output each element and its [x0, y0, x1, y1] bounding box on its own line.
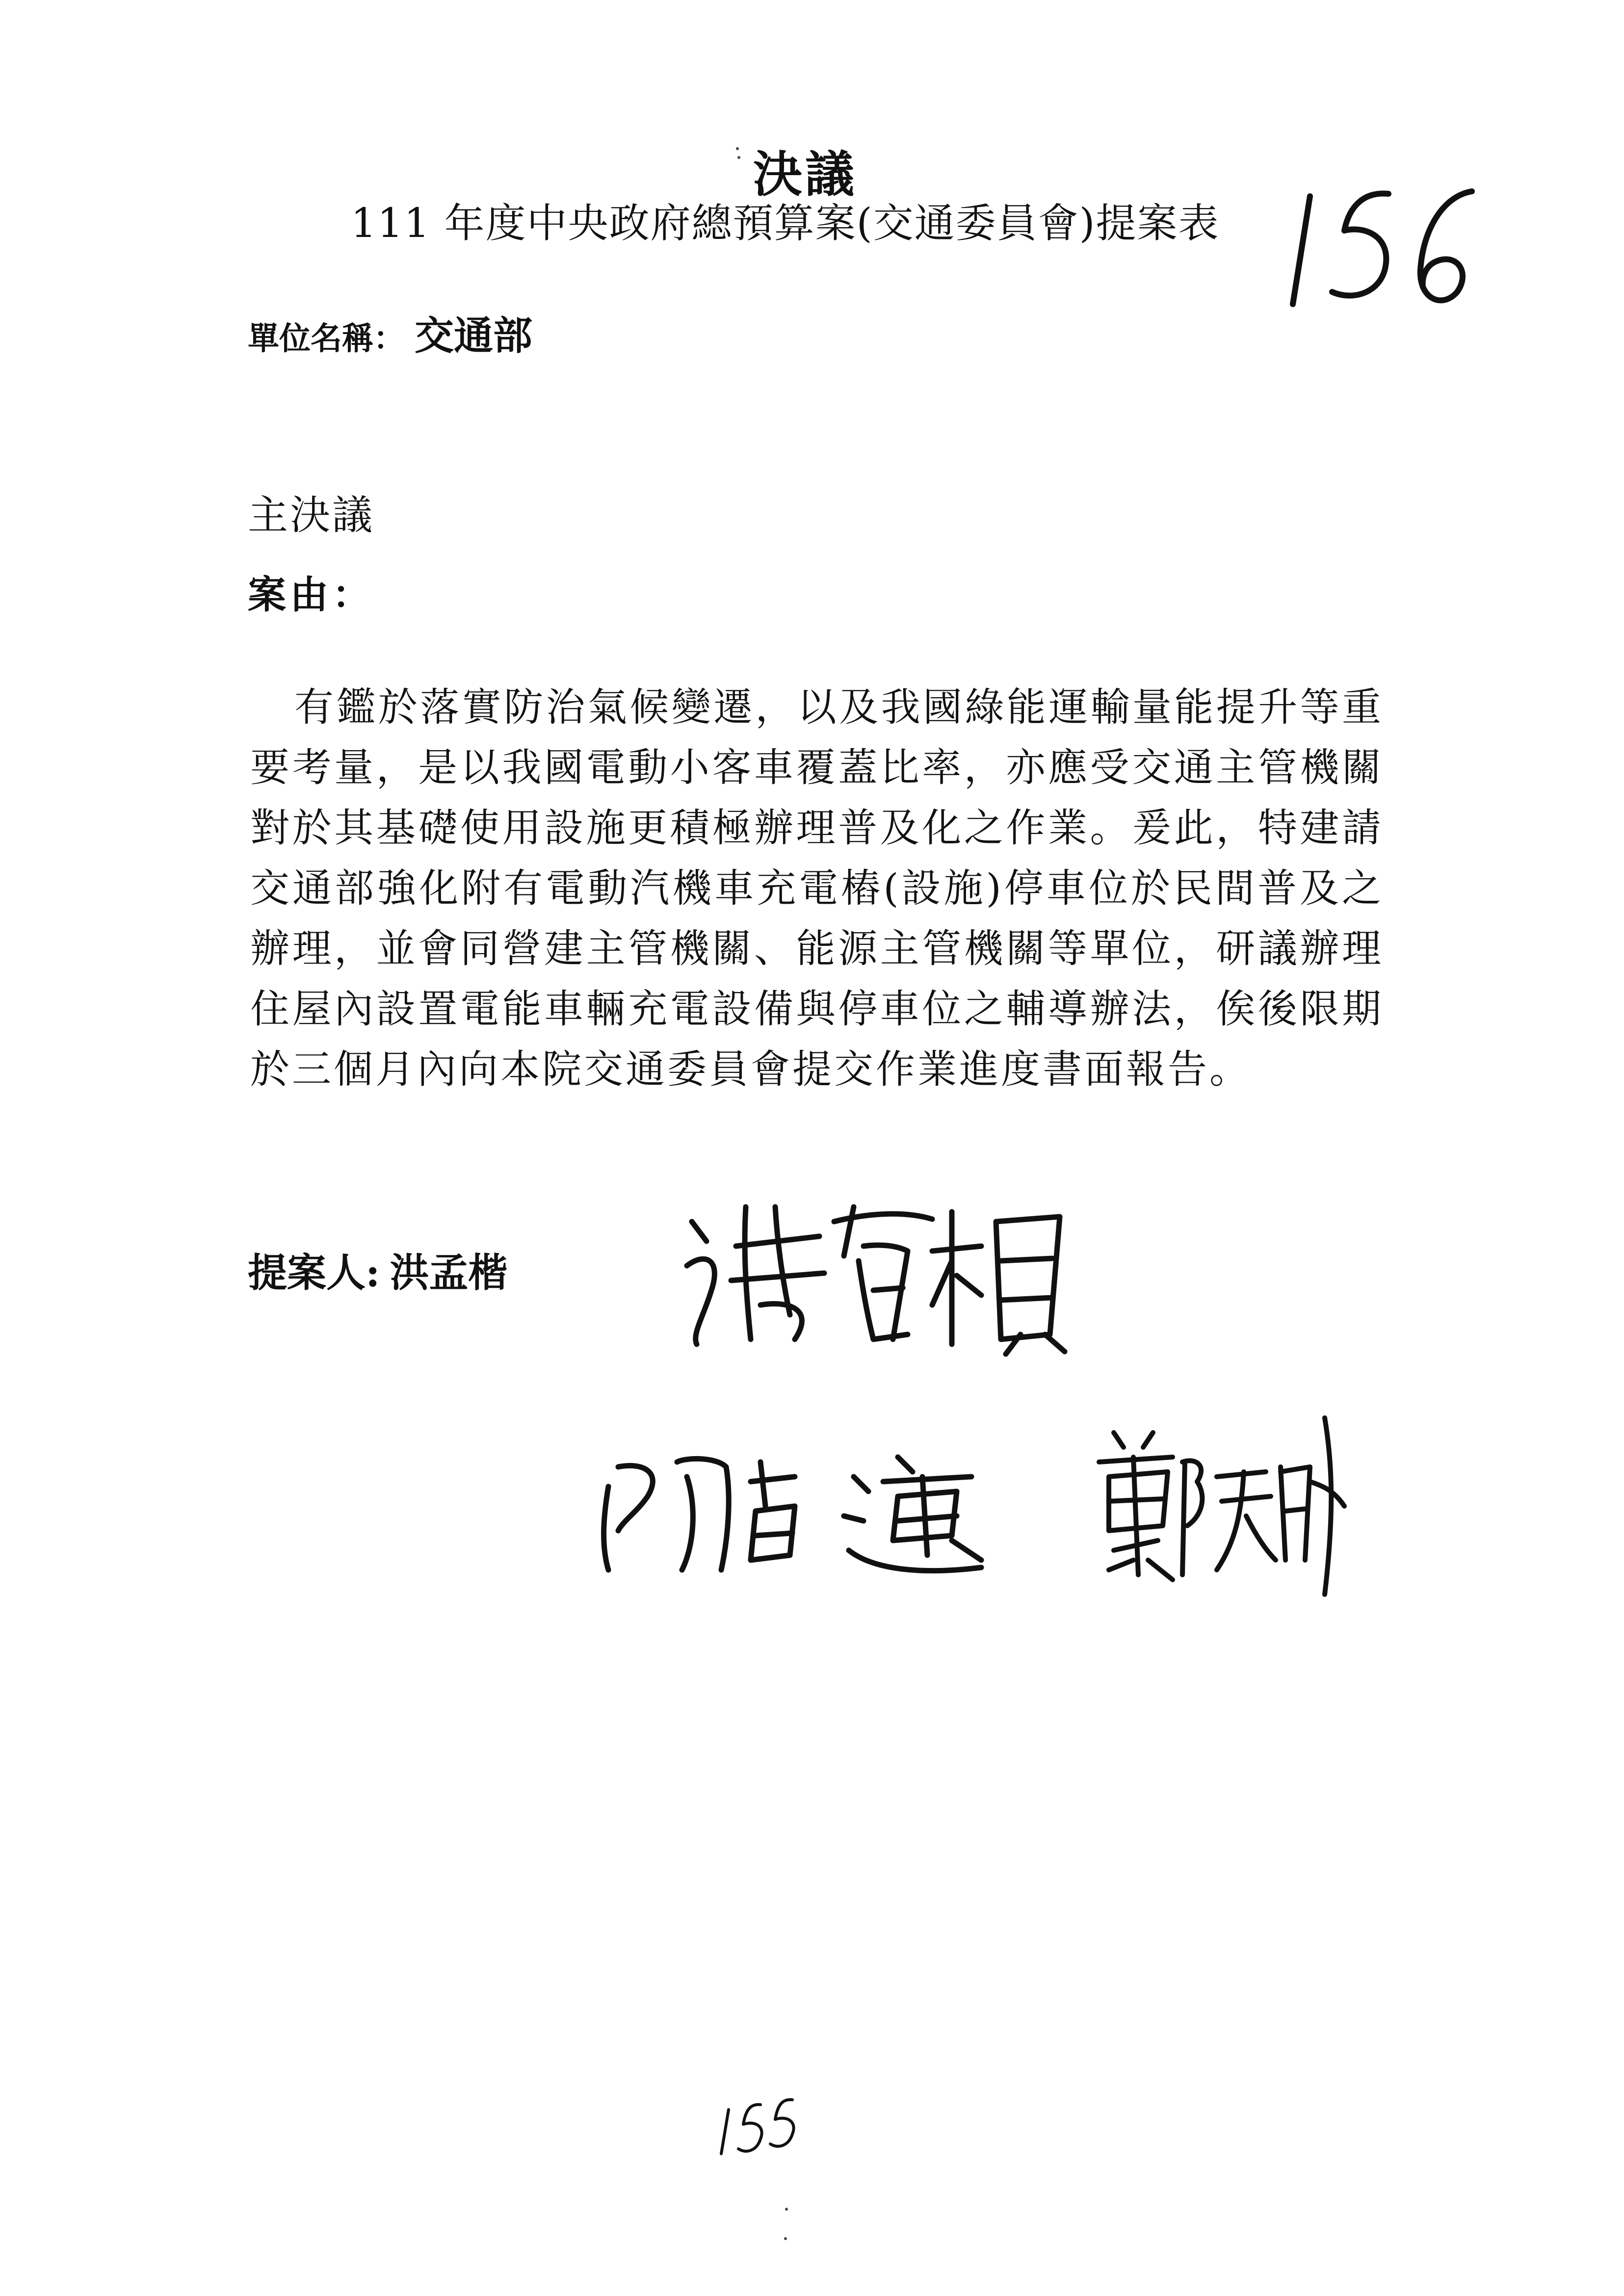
unit-row — [248, 304, 532, 361]
proposer-name: 洪孟楷 — [390, 1250, 508, 1296]
scan-speck — [785, 2208, 788, 2211]
resolution-stamp: 決議 — [753, 145, 857, 203]
proposer-label: 提案人: — [248, 1250, 380, 1296]
signature-hong — [677, 1177, 1079, 1359]
scan-speck — [737, 156, 740, 159]
reason-label: 案由： — [248, 573, 375, 617]
handwritten-number — [1276, 177, 1487, 324]
reason-body-text: 有鑑於落實防治氣候變遷，以及我國綠能運輸量能提升等重要考量，是以我國電動小客車覆蓋比率，亦應受交通主管機關對於其基礎使用設施更積極辦理普及化之作業。爰此，特建請交通部強化附有電動汽機車充電樁(設施)停車位於民間普及之辦理，並會同營建主管機關、能源主管機關等單位，研議辦理住屋內設置電能車輛充電設備與停車位之輔導辦法，俟後限期於三個月內向本院交通委員會提交作業進度書面報告。 — [250, 684, 1384, 1092]
form-title: 111 年度中央政府總預算案(交通委員會)提案表 — [351, 200, 1220, 247]
main-resolution-heading: 主決議 — [248, 492, 375, 539]
scan-speck — [784, 2237, 787, 2240]
page-number-handwritten — [711, 2085, 800, 2164]
proposer-row — [248, 1241, 508, 1298]
unit-value: 交通部 — [415, 313, 532, 359]
signature-fourth — [1079, 1413, 1354, 1599]
signature-second — [589, 1437, 810, 1580]
scan-speck — [736, 147, 739, 150]
signature-third — [824, 1437, 1060, 1585]
unit-label: 單位名稱： — [248, 320, 405, 357]
